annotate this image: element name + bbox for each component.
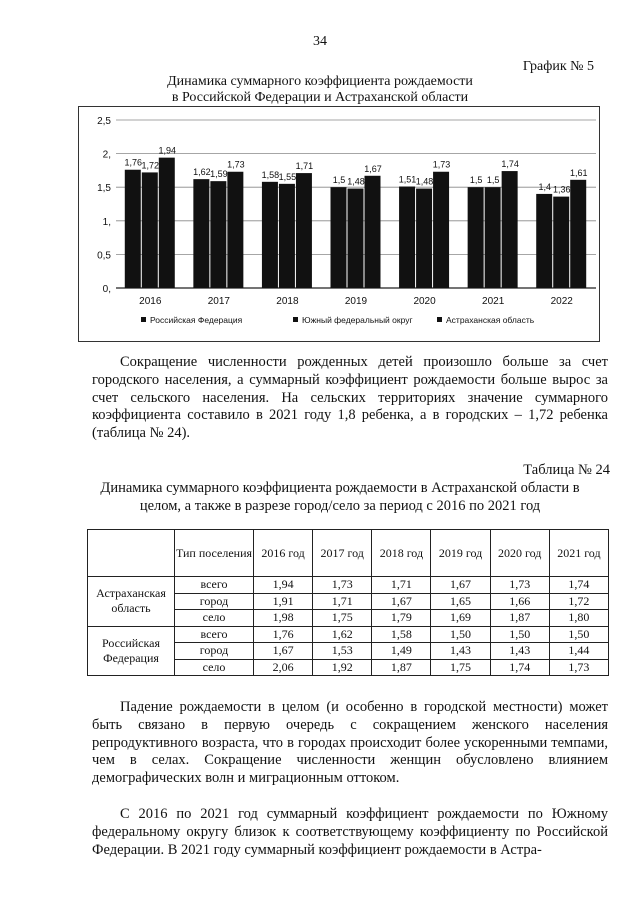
bar <box>553 197 569 288</box>
data-label: 1,61 <box>569 167 588 178</box>
bar <box>365 176 381 288</box>
paragraph-3: С 2016 по 2021 год суммарный коэффициент рождаемости по Южному федеральному округу близок к соответствующему коэффициенту по Российской Федерации. В 2021 году суммарный коэффициент рождаемости в Астра- <box>92 806 608 858</box>
y-tick-label: 2, <box>102 149 111 161</box>
legend-swatch <box>293 317 298 322</box>
table-cell-value: 1,98 <box>254 610 313 627</box>
table-cell-value: 1,80 <box>549 610 608 627</box>
table-cell-type: город <box>175 593 254 610</box>
bar <box>210 181 226 288</box>
x-tick-label: 2019 <box>344 296 368 307</box>
bar <box>485 187 501 288</box>
data-label: 1,76 <box>124 157 143 168</box>
legend-swatch <box>141 317 146 322</box>
legend-entry: Астраханская область <box>446 315 535 325</box>
legend-entry: Российская Федерация <box>150 315 243 325</box>
bar <box>262 182 278 288</box>
table-cell-value: 1,71 <box>372 577 431 594</box>
table-cell-value: 1,50 <box>549 626 608 643</box>
table-cell-type: всего <box>175 577 254 594</box>
table-cell-value: 1,71 <box>313 593 372 610</box>
table-cell-value: 1,72 <box>549 593 608 610</box>
data-label: 1,5 <box>332 175 346 186</box>
table-title: Динамика суммарного коэффициента рождаемости в Астраханской области в целом, а также в разрезе город/село за период с 2016 по 2021 год <box>100 480 580 514</box>
bar <box>279 184 295 288</box>
table-cell-value: 1,65 <box>431 593 490 610</box>
table-header-year: 2019 год <box>431 530 490 577</box>
x-tick-label: 2021 <box>482 296 505 307</box>
bar <box>502 171 518 288</box>
birth-rate-table <box>87 529 609 676</box>
x-tick-label: 2020 <box>413 296 436 307</box>
data-label: 1,94 <box>158 145 177 156</box>
x-tick-label: 2018 <box>276 296 299 307</box>
table-header-year: 2017 год <box>313 530 372 577</box>
table-cell-value: 1,69 <box>431 610 490 627</box>
bar <box>142 172 158 288</box>
data-label: 1,51 <box>398 174 417 185</box>
table-number-label: Таблица № 24 <box>523 462 610 478</box>
chart-title <box>0 74 640 106</box>
bar <box>468 187 484 288</box>
bar <box>348 189 364 288</box>
bar <box>331 187 347 288</box>
birth-rate-bar-chart <box>78 106 600 342</box>
table-cell-region: Астраханская область <box>88 577 175 627</box>
table-cell-value: 1,53 <box>313 643 372 660</box>
table-cell-value: 1,94 <box>254 577 313 594</box>
legend-entry: Южный федеральный округ <box>302 315 413 325</box>
table-cell-value: 1,49 <box>372 643 431 660</box>
page-number: 34 <box>313 34 327 49</box>
table-cell-value: 1,44 <box>549 643 608 660</box>
y-tick-label: 1,5 <box>97 183 111 195</box>
table-header-region <box>88 530 175 577</box>
x-tick-label: 2016 <box>139 296 162 307</box>
table-cell-value: 1,58 <box>372 626 431 643</box>
bar <box>159 158 175 288</box>
data-label: 1,73 <box>227 159 245 170</box>
table-cell-value: 1,87 <box>490 610 549 627</box>
table-cell-value: 1,43 <box>490 643 549 660</box>
bar <box>296 173 312 288</box>
table-cell-type: город <box>175 643 254 660</box>
bar <box>433 172 449 288</box>
table-header-year: 2021 год <box>549 530 608 577</box>
table-cell-value: 1,67 <box>372 593 431 610</box>
data-label: 1,71 <box>295 161 314 172</box>
legend-swatch <box>437 317 442 322</box>
table-cell-value: 1,74 <box>490 659 549 676</box>
table-cell-value: 1,91 <box>254 593 313 610</box>
x-tick-label: 2017 <box>207 296 230 307</box>
data-label: 1,4 <box>538 181 551 192</box>
chart-number-label: График № 5 <box>522 59 594 74</box>
data-label: 1,5 <box>486 175 500 186</box>
table-cell-value: 1,79 <box>372 610 431 627</box>
bar <box>193 179 209 288</box>
table-cell-value: 1,50 <box>431 626 490 643</box>
bar <box>416 189 432 288</box>
data-label: 1,55 <box>278 171 297 182</box>
table-cell-value: 1,92 <box>313 659 372 676</box>
data-label: 1,67 <box>364 163 382 174</box>
data-label: 1,58 <box>261 169 280 180</box>
table-header-year: 2018 год <box>372 530 431 577</box>
chart-title-line-2: в Российской Федерации и Астраханской области <box>171 90 469 105</box>
table-cell-value: 1,73 <box>490 577 549 594</box>
y-tick-label: 1, <box>102 216 111 228</box>
y-tick-label: 0, <box>102 284 111 295</box>
table-cell-value: 1,75 <box>431 659 490 676</box>
bar <box>570 180 586 288</box>
data-label: 1,48 <box>347 176 365 187</box>
data-label: 1,73 <box>432 159 451 170</box>
table-cell-region: Российская Федерация <box>88 626 175 676</box>
y-tick-label: 2,5 <box>97 116 111 127</box>
y-tick-label: 0,5 <box>97 250 111 262</box>
table-cell-value: 1,50 <box>490 626 549 643</box>
data-label: 1,74 <box>501 159 519 170</box>
bar <box>536 194 552 288</box>
paragraph-2: Падение рождаемости в целом (и особенно в городской местности) может быть связано в первую очередь с сокращением женского населения репродуктивного возраста, что в городах происходит более ускоренными темпами, чем в селах. Сокращение численности женщин обусловлено влиянием демографических волн и миграционным оттоком. <box>92 699 608 787</box>
table-cell-value: 1,67 <box>254 643 313 660</box>
data-label: 1,72 <box>141 160 160 171</box>
table-header-year: 2016 год <box>254 530 313 577</box>
table-cell-value: 1,76 <box>254 626 313 643</box>
x-tick-label: 2022 <box>550 296 573 307</box>
table-cell-value: 1,66 <box>490 593 549 610</box>
data-label: 1,5 <box>469 175 483 186</box>
table-cell-value: 1,67 <box>431 577 490 594</box>
table-header-type: Тип поселения <box>175 530 254 577</box>
chart-title-line-1: Динамика суммарного коэффициента рождаемости <box>167 74 473 89</box>
data-label: 1,62 <box>193 167 211 178</box>
table-row <box>88 626 609 643</box>
table-cell-type: всего <box>175 626 254 643</box>
data-label: 1,59 <box>210 169 228 180</box>
paragraph-1: Сокращение численности рожденных детей произошло больше за счет городского населения, а суммарный коэффициент рождаемости больше вырос за счет сельского населения. На сельских территориях значение суммарного коэффициента составило в 2021 году 1,8 ребенка, а в городских – 1,72 ребенка (таблица № 24). <box>92 354 608 442</box>
table-cell-value: 1,73 <box>313 577 372 594</box>
table-cell-type: село <box>175 610 254 627</box>
table-cell-value: 1,62 <box>313 626 372 643</box>
bar <box>227 172 243 288</box>
table-cell-value: 2,06 <box>254 659 313 676</box>
table-cell-value: 1,43 <box>431 643 490 660</box>
table-header-row <box>88 530 609 577</box>
table-header-year: 2020 год <box>490 530 549 577</box>
table-cell-value: 1,73 <box>549 659 608 676</box>
table-cell-value: 1,87 <box>372 659 431 676</box>
table-cell-type: село <box>175 659 254 676</box>
bar <box>399 187 415 288</box>
table-cell-value: 1,74 <box>549 577 608 594</box>
bar <box>125 170 141 288</box>
table-cell-value: 1,75 <box>313 610 372 627</box>
data-label: 1,36 <box>552 184 571 195</box>
table-row <box>88 577 609 594</box>
data-label: 1,48 <box>415 176 434 187</box>
